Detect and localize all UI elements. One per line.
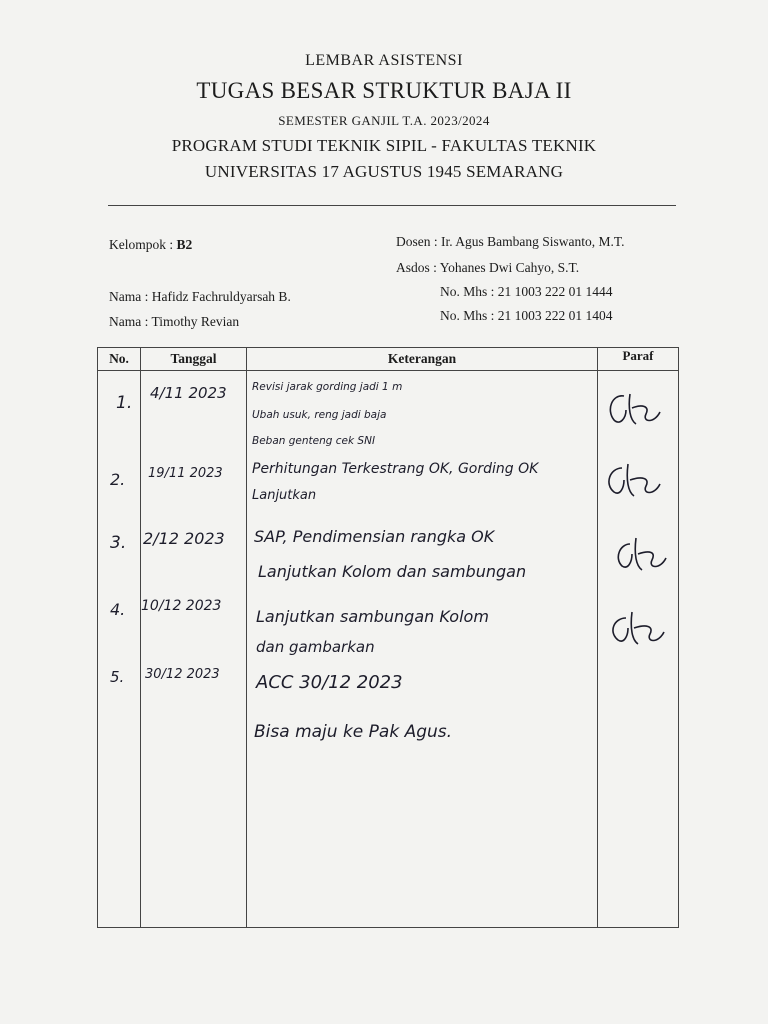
course-title: TUGAS BESAR STRUKTUR BAJA II (196, 78, 572, 103)
table-body (98, 371, 679, 928)
row-4-note-2: dan gambarkan (256, 638, 375, 656)
row-4-date: 10/12 2023 (141, 598, 222, 614)
row-1-date: 4/11 2023 (150, 384, 227, 402)
row-2-note-2: Lanjutkan (252, 488, 317, 503)
col-header-date: Tanggal (141, 348, 247, 371)
group-label: Kelompok : (109, 237, 177, 252)
student-name-2: Nama : Timothy Revian (109, 314, 240, 329)
row-2-note-1: Perhitungan Terkestrang OK, Gording OK (252, 461, 539, 477)
sheet-title: LEMBAR ASISTENSI (305, 52, 463, 69)
student-id-1: No. Mhs : 21 1003 222 01 1444 (440, 284, 613, 299)
row-2-date: 19/11 2023 (148, 466, 223, 481)
group-field (109, 237, 192, 253)
program-line: PROGRAM STUDI TEKNIK SIPIL - FAKULTAS TEKNIK (171, 136, 597, 155)
student-id-2: No. Mhs : 21 1003 222 01 1404 (440, 308, 613, 323)
row-5-note-1: ACC 30/12 2023 (256, 672, 403, 693)
assistance-table (97, 347, 679, 928)
row-5-note-2: Bisa maju ke Pak Agus. (254, 722, 453, 742)
row-3-note-2: Lanjutkan Kolom dan sambungan (258, 562, 527, 581)
group-value: B2 (176, 237, 193, 252)
col-header-notes: Keterangan (247, 348, 598, 371)
row-3-note-1: SAP, Pendimensian rangka OK (254, 527, 495, 546)
signature-row-1 (602, 388, 662, 428)
lecturer-field: Dosen : Ir. Agus Bambang Siswanto, M.T. (396, 234, 625, 249)
date-column (141, 371, 247, 928)
table-header-row (98, 348, 679, 371)
student-name-1: Nama : Hafidz Fachruldyarsah B. (109, 289, 291, 304)
row-1-note-2: Ubah usuk, reng jadi baja (252, 409, 387, 421)
signature-row-4 (606, 608, 666, 648)
signature-row-3 (612, 534, 672, 574)
col-header-signature: Paraf (598, 348, 679, 371)
semester-line: SEMESTER GANJIL T.A. 2023/2024 (278, 113, 490, 128)
row-1-note-1: Revisi jarak gording jadi 1 m (252, 381, 403, 393)
col-header-no: No. (98, 348, 141, 371)
row-1-note-3: Beban genteng cek SNI (252, 435, 376, 447)
row-2-no: 2. (110, 470, 126, 489)
university-line: UNIVERSITAS 17 AGUSTUS 1945 SEMARANG (204, 162, 564, 181)
assistant-field: Asdos : Yohanes Dwi Cahyo, S.T. (396, 260, 580, 275)
no-column (98, 371, 141, 928)
row-5-no: 5. (110, 668, 125, 686)
signature-column (598, 371, 679, 928)
signature-row-2 (602, 460, 662, 500)
row-5-date: 30/12 2023 (145, 667, 220, 682)
header-divider (108, 205, 676, 206)
row-3-no: 3. (110, 533, 127, 553)
row-4-note-1: Lanjutkan sambungan Kolom (256, 607, 489, 626)
row-4-no: 4. (110, 600, 126, 619)
row-1-no: 1. (116, 393, 133, 413)
row-3-date: 2/12 2023 (143, 529, 225, 548)
